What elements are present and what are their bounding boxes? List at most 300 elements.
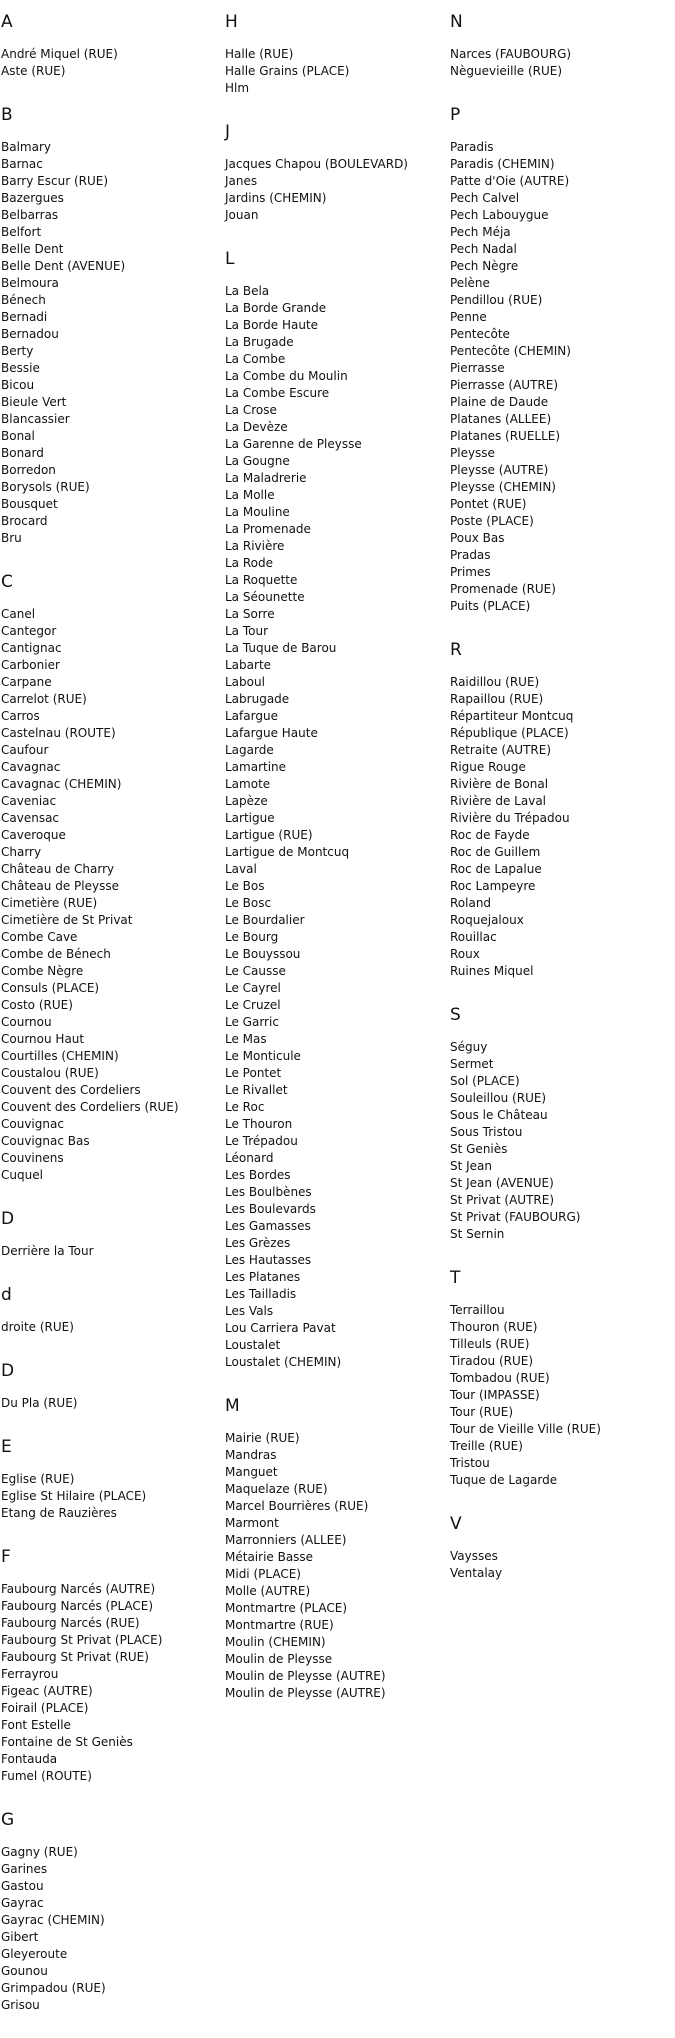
street-entry[interactable]: La Combe Escure [225, 386, 330, 400]
street-entry[interactable]: La Molle [225, 488, 275, 502]
street-entry[interactable]: La Tour [225, 624, 269, 638]
street-entry[interactable]: Cournou [1, 1015, 52, 1029]
street-entry[interactable]: Puits (PLACE) [450, 599, 531, 613]
street-entry[interactable]: Rivière de Laval [450, 794, 546, 808]
section-letter-heading: B [1, 105, 13, 125]
letter-section [1, 1546, 221, 1785]
street-entry[interactable]: Rapaillou (RUE) [450, 692, 544, 706]
street-entry[interactable]: Rivière du Trépadou [450, 811, 570, 825]
street-entry[interactable]: Courtilles (CHEMIN) [1, 1049, 119, 1063]
street-list [450, 1548, 670, 1582]
street-entry[interactable]: Couvinens [1, 1151, 64, 1165]
street-entry[interactable]: Platanes (ALLEE) [450, 412, 552, 426]
street-entry[interactable]: Maquelaze (RUE) [225, 1482, 328, 1496]
street-entry[interactable]: Jacques Chapou (BOULEVARD) [225, 157, 408, 171]
street-entry[interactable]: Rivière de Bonal [450, 777, 549, 791]
letter-section [225, 1395, 445, 1702]
street-entry[interactable]: Lapèze [225, 794, 268, 808]
street-entry[interactable]: Loustalet (CHEMIN) [225, 1355, 342, 1369]
street-entry[interactable]: Manguet [225, 1465, 278, 1479]
street-entry[interactable]: La Brugade [225, 335, 294, 349]
street-entry[interactable]: Ventalay [450, 1566, 503, 1580]
street-entry[interactable]: Pleysse (AUTRE) [450, 463, 549, 477]
section-letter-heading: M [225, 1396, 240, 1416]
street-entry[interactable]: Le Bosc [225, 896, 272, 910]
street-entry[interactable]: Etang de Rauzières [1, 1506, 117, 1520]
street-entry[interactable]: droite (RUE) [1, 1320, 74, 1334]
street-entry[interactable]: Pech Méja [450, 225, 511, 239]
street-entry[interactable]: Raidillou (RUE) [450, 675, 540, 689]
street-entry[interactable]: La Devèze [225, 420, 288, 434]
street-list [1, 1844, 221, 2014]
street-entry[interactable]: Roc de Guillem [450, 845, 541, 859]
street-entry[interactable]: Roc Lampeyre [450, 879, 536, 893]
street-entry[interactable]: Lafargue Haute [225, 726, 318, 740]
street-entry[interactable]: Le Rivallet [225, 1083, 288, 1097]
street-entry[interactable]: Gleyeroute [1, 1947, 68, 1961]
street-entry[interactable]: La Tuque de Barou [225, 641, 337, 655]
street-entry[interactable]: Lagarde [225, 743, 274, 757]
street-entry[interactable]: Primes [450, 565, 491, 579]
street-entry[interactable]: Canel [1, 607, 36, 621]
street-entry[interactable]: Combe Cave [1, 930, 78, 944]
street-entry[interactable]: Borredon [1, 463, 56, 477]
street-list [1, 1471, 221, 1522]
letter-section [225, 248, 445, 1371]
street-list [225, 46, 445, 97]
street-entry[interactable]: St Jean [450, 1159, 493, 1173]
street-entry[interactable]: Château de Pleysse [1, 879, 119, 893]
street-entry[interactable]: Treille (RUE) [450, 1439, 523, 1453]
street-entry[interactable]: Faubourg St Privat (RUE) [1, 1650, 149, 1664]
letter-section [450, 104, 670, 615]
street-entry[interactable]: Cantegor [1, 624, 57, 638]
street-list [1, 606, 221, 1184]
street-entry[interactable]: La Gougne [225, 454, 290, 468]
street-entry[interactable]: Paradis [450, 140, 494, 154]
street-entry[interactable]: Pleysse (CHEMIN) [450, 480, 556, 494]
street-entry[interactable]: Poste (PLACE) [450, 514, 534, 528]
street-entry[interactable]: Lamartine [225, 760, 287, 774]
street-entry[interactable]: Le Mas [225, 1032, 267, 1046]
street-entry[interactable]: Pech Nègre [450, 259, 519, 273]
street-entry[interactable]: Gastou [1, 1879, 44, 1893]
street-entry[interactable]: Belle Dent [1, 242, 64, 256]
street-entry[interactable]: Montmartre (RUE) [225, 1618, 334, 1632]
street-entry[interactable]: Carpane [1, 675, 52, 689]
street-entry[interactable]: Tour (IMPASSE) [450, 1388, 540, 1402]
street-entry[interactable]: Sermet [450, 1057, 494, 1071]
street-list [1, 1319, 221, 1336]
street-entry[interactable]: Blancassier [1, 412, 70, 426]
street-list [1, 1243, 221, 1260]
street-entry[interactable]: Moulin de Pleysse (AUTRE) [225, 1686, 386, 1700]
street-entry[interactable]: Du Pla (RUE) [1, 1396, 78, 1410]
street-entry[interactable]: Faubourg St Privat (PLACE) [1, 1633, 163, 1647]
street-entry[interactable]: Les Platanes [225, 1270, 301, 1284]
street-entry[interactable]: Tombadou (RUE) [450, 1371, 550, 1385]
street-entry[interactable]: Caveniac [1, 794, 57, 808]
street-entry[interactable]: La Promenade [225, 522, 311, 536]
street-entry[interactable]: Platanes (RUELLE) [450, 429, 561, 443]
street-entry[interactable]: Carrelot (RUE) [1, 692, 87, 706]
street-entry[interactable]: Garines [1, 1862, 48, 1876]
section-letter-heading: J [225, 122, 231, 142]
letter-section [450, 1267, 670, 1489]
street-entry[interactable]: Pierrasse [450, 361, 505, 375]
street-entry[interactable]: Couvignac Bas [1, 1134, 90, 1148]
street-entry[interactable]: Moulin de Pleysse [225, 1652, 333, 1666]
street-entry[interactable]: Roland [450, 896, 492, 910]
street-entry[interactable]: La Combe du Moulin [225, 369, 348, 383]
section-letter-heading: C [1, 572, 13, 592]
street-entry[interactable]: Gagny (RUE) [1, 1845, 78, 1859]
street-entry[interactable]: Répartiteur Montcuq [450, 709, 574, 723]
street-entry[interactable]: Bonal [1, 429, 35, 443]
street-entry[interactable]: Le Bourdalier [225, 913, 305, 927]
street-entry[interactable]: Marmont [225, 1516, 279, 1530]
street-entry[interactable]: Pendillou (RUE) [450, 293, 543, 307]
letter-section [1, 571, 221, 1184]
street-entry[interactable]: Cimetière (RUE) [1, 896, 98, 910]
street-entry[interactable]: Janes [225, 174, 258, 188]
street-entry[interactable]: Les Hautasses [225, 1253, 312, 1267]
street-entry[interactable]: Lartigue de Montcuq [225, 845, 350, 859]
street-entry[interactable]: Faubourg Narcés (RUE) [1, 1616, 140, 1630]
street-entry[interactable]: Séguy [450, 1040, 488, 1054]
street-entry[interactable]: Carbonier [1, 658, 60, 672]
street-entry[interactable]: Les Tailladis [225, 1287, 297, 1301]
street-entry[interactable]: La Rode [225, 556, 273, 570]
street-entry[interactable]: Bonard [1, 446, 44, 460]
street-entry[interactable]: Molle (AUTRE) [225, 1584, 311, 1598]
street-entry[interactable]: Hlm [225, 81, 250, 95]
street-entry[interactable]: Terraillou [450, 1303, 505, 1317]
street-entry[interactable]: La Crose [225, 403, 277, 417]
street-entry[interactable]: Aste (RUE) [1, 64, 66, 78]
letter-section [1, 1208, 221, 1260]
street-entry[interactable]: La Garenne de Pleysse [225, 437, 362, 451]
street-entry[interactable]: Les Grèzes [225, 1236, 291, 1250]
street-entry[interactable]: Pontet (RUE) [450, 497, 527, 511]
street-entry[interactable]: Costo (RUE) [1, 998, 73, 1012]
section-letter-heading: L [225, 249, 235, 269]
street-entry[interactable]: Bru [1, 531, 22, 545]
street-entry[interactable]: La Séounette [225, 590, 305, 604]
street-entry[interactable]: Castelnau (ROUTE) [1, 726, 116, 740]
street-column-3 [450, 11, 670, 1606]
street-entry[interactable]: Halle (RUE) [225, 47, 294, 61]
letter-section [450, 1513, 670, 1582]
street-entry[interactable]: Lafargue [225, 709, 278, 723]
street-entry[interactable]: Carros [1, 709, 40, 723]
street-entry[interactable]: Le Bourg [225, 930, 279, 944]
street-entry[interactable]: Belbarras [1, 208, 59, 222]
street-list [1, 46, 221, 80]
street-entry[interactable]: Font Estelle [1, 1718, 71, 1732]
street-list [1, 139, 221, 547]
street-entry[interactable]: Paradis (CHEMIN) [450, 157, 555, 171]
street-entry[interactable]: Montmartre (PLACE) [225, 1601, 348, 1615]
section-letter-heading: R [450, 640, 462, 660]
street-entry[interactable]: Barnac [1, 157, 43, 171]
street-entry[interactable]: Les Boulevards [225, 1202, 316, 1216]
street-entry[interactable]: Château de Charry [1, 862, 115, 876]
street-entry[interactable]: Jouan [225, 208, 259, 222]
street-entry[interactable]: Promenade (RUE) [450, 582, 556, 596]
street-entry[interactable]: Jardins (CHEMIN) [225, 191, 327, 205]
street-entry[interactable]: La Rivière [225, 539, 285, 553]
street-entry[interactable]: André Miquel (RUE) [1, 47, 118, 61]
street-entry[interactable]: Tour de Vieille Ville (RUE) [450, 1422, 601, 1436]
street-entry[interactable]: Balmary [1, 140, 51, 154]
street-entry[interactable]: Eglise St Hilaire (PLACE) [1, 1489, 147, 1503]
street-entry[interactable]: Couvent des Cordeliers [1, 1083, 141, 1097]
street-entry[interactable]: Tuque de Lagarde [450, 1473, 558, 1487]
street-entry[interactable]: Caveroque [1, 828, 66, 842]
street-entry[interactable]: Laval [225, 862, 257, 876]
street-entry[interactable]: Brocard [1, 514, 48, 528]
street-entry[interactable]: Roquejaloux [450, 913, 524, 927]
street-list [450, 46, 670, 80]
street-entry[interactable]: Les Boulbènes [225, 1185, 312, 1199]
street-entry[interactable]: Barry Escur (RUE) [1, 174, 109, 188]
street-entry[interactable]: Cavagnac (CHEMIN) [1, 777, 122, 791]
street-entry[interactable]: Couvignac [1, 1117, 64, 1131]
street-entry[interactable]: Le Bos [225, 879, 265, 893]
street-list [1, 1395, 221, 1412]
section-letter-heading: P [450, 105, 461, 125]
street-entry[interactable]: Le Cayrel [225, 981, 281, 995]
street-entry[interactable]: Roc de Lapalue [450, 862, 542, 876]
street-entry[interactable]: Les Bordes [225, 1168, 291, 1182]
street-entry[interactable]: Poux Bas [450, 531, 505, 545]
letter-section [1, 11, 221, 80]
street-entry[interactable]: Pentecôte (CHEMIN) [450, 344, 571, 358]
street-entry[interactable]: Consuls (PLACE) [1, 981, 100, 995]
street-entry[interactable]: Mairie (RUE) [225, 1431, 300, 1445]
letter-section [450, 1004, 670, 1243]
street-entry[interactable]: Bernadi [1, 310, 48, 324]
section-letter-heading: S [450, 1005, 461, 1025]
street-entry[interactable]: Roc de Fayde [450, 828, 530, 842]
street-entry[interactable]: Belle Dent (AVENUE) [1, 259, 126, 273]
street-entry[interactable]: Grimpadou (RUE) [1, 1981, 106, 1995]
street-entry[interactable]: Tour (RUE) [450, 1405, 514, 1419]
street-entry[interactable]: Le Thouron [225, 1117, 293, 1131]
street-entry[interactable]: Berty [1, 344, 34, 358]
street-entry[interactable]: Charry [1, 845, 42, 859]
street-entry[interactable]: Fontaine de St Geniès [1, 1735, 133, 1749]
street-entry[interactable]: Faubourg Narcés (AUTRE) [1, 1582, 156, 1596]
street-entry[interactable]: République (PLACE) [450, 726, 569, 740]
street-entry[interactable]: Pradas [450, 548, 491, 562]
street-list [450, 674, 670, 980]
street-entry[interactable]: Penne [450, 310, 487, 324]
section-letter-heading: D [1, 1361, 15, 1381]
street-list [1, 1581, 221, 1785]
street-entry[interactable]: La Mouline [225, 505, 290, 519]
street-entry[interactable]: Pelène [450, 276, 490, 290]
street-entry[interactable]: Rouillac [450, 930, 497, 944]
street-entry[interactable]: Cantignac [1, 641, 62, 655]
street-entry[interactable]: Tristou [450, 1456, 490, 1470]
street-entry[interactable]: La Combe [225, 352, 286, 366]
street-entry[interactable]: Bessie [1, 361, 40, 375]
street-entry[interactable]: Le Monticule [225, 1049, 301, 1063]
street-entry[interactable]: Cimetière de St Privat [1, 913, 133, 927]
street-entry[interactable]: Le Roc [225, 1100, 265, 1114]
street-entry[interactable]: Gounou [1, 1964, 48, 1978]
section-letter-heading: N [450, 12, 463, 32]
street-entry[interactable]: Patte d'Oie (AUTRE) [450, 174, 570, 188]
street-entry[interactable]: La Bela [225, 284, 270, 298]
street-entry[interactable]: Moulin de Pleysse (AUTRE) [225, 1669, 386, 1683]
street-entry[interactable]: Figeac (AUTRE) [1, 1684, 93, 1698]
street-entry[interactable]: Le Causse [225, 964, 286, 978]
street-entry[interactable]: La Sorre [225, 607, 275, 621]
letter-section [1, 104, 221, 547]
street-entry[interactable]: Bénech [1, 293, 46, 307]
street-entry[interactable]: Grisou [1, 1998, 40, 2012]
street-entry[interactable]: Le Bouyssou [225, 947, 301, 961]
street-list [450, 139, 670, 615]
section-letter-heading: d [1, 1285, 12, 1305]
street-entry[interactable]: Borysols (RUE) [1, 480, 90, 494]
street-entry[interactable]: Thouron (RUE) [450, 1320, 538, 1334]
street-entry[interactable]: La Roquette [225, 573, 298, 587]
street-entry[interactable]: Lou Carriera Pavat [225, 1321, 336, 1335]
section-letter-heading: D [1, 1209, 15, 1229]
street-entry[interactable]: La Borde Grande [225, 301, 327, 315]
street-entry[interactable]: Gayrac [1, 1896, 44, 1910]
street-entry[interactable]: Pech Labouygue [450, 208, 549, 222]
street-entry[interactable]: Narces (FAUBOURG) [450, 47, 572, 61]
street-entry[interactable]: Vaysses [450, 1549, 498, 1563]
street-entry[interactable]: Faubourg Narcés (PLACE) [1, 1599, 154, 1613]
street-entry[interactable]: Midi (PLACE) [225, 1567, 301, 1581]
street-entry[interactable]: Nèguevieille (RUE) [450, 64, 563, 78]
street-entry[interactable]: St Jean (AVENUE) [450, 1176, 554, 1190]
street-entry[interactable]: St Sernin [450, 1227, 505, 1241]
street-entry[interactable]: Sous Tristou [450, 1125, 523, 1139]
street-entry[interactable]: Retraite (AUTRE) [450, 743, 552, 757]
letter-section [450, 11, 670, 80]
street-list [225, 283, 445, 1371]
letter-section [450, 639, 670, 980]
street-entry[interactable]: Les Gamasses [225, 1219, 311, 1233]
street-entry[interactable]: Pech Nadal [450, 242, 517, 256]
street-entry[interactable]: Sol (PLACE) [450, 1074, 520, 1088]
street-entry[interactable]: Eglise (RUE) [1, 1472, 75, 1486]
street-entry[interactable]: Ferrayrou [1, 1667, 59, 1681]
section-letter-heading: H [225, 12, 238, 32]
street-entry[interactable]: Tiradou (RUE) [450, 1354, 534, 1368]
street-entry[interactable]: Bieule Vert [1, 395, 67, 409]
street-entry[interactable]: Coustalou (RUE) [1, 1066, 99, 1080]
street-entry[interactable]: Cavagnac [1, 760, 61, 774]
street-list [225, 1430, 445, 1702]
street-entry[interactable]: Cuquel [1, 1168, 43, 1182]
street-entry[interactable]: Labarte [225, 658, 272, 672]
street-entry[interactable]: Ruines Miquel [450, 964, 534, 978]
street-entry[interactable]: Bernadou [1, 327, 59, 341]
street-entry[interactable]: Plaine de Daude [450, 395, 549, 409]
street-entry[interactable]: Souleillou (RUE) [450, 1091, 547, 1105]
street-entry[interactable]: Combe de Bénech [1, 947, 111, 961]
street-entry[interactable]: Bousquet [1, 497, 58, 511]
street-entry[interactable]: Mandras [225, 1448, 277, 1462]
street-entry[interactable]: Foirail (PLACE) [1, 1701, 89, 1715]
street-entry[interactable]: Le Garric [225, 1015, 279, 1029]
street-entry[interactable]: St Privat (AUTRE) [450, 1193, 555, 1207]
street-entry[interactable]: St Geniès [450, 1142, 508, 1156]
street-entry[interactable]: Halle Grains (PLACE) [225, 64, 350, 78]
street-entry[interactable]: St Privat (FAUBOURG) [450, 1210, 581, 1224]
street-column-1 [1, 11, 221, 2038]
street-entry[interactable]: Rigue Rouge [450, 760, 526, 774]
street-entry[interactable]: Fumel (ROUTE) [1, 1769, 92, 1783]
street-entry[interactable]: Bazergues [1, 191, 64, 205]
street-entry[interactable]: Pierrasse (AUTRE) [450, 378, 559, 392]
street-entry[interactable]: Couvent des Cordeliers (RUE) [1, 1100, 179, 1114]
street-entry[interactable]: Lartigue [225, 811, 275, 825]
street-entry[interactable]: Laboul [225, 675, 265, 689]
street-entry[interactable]: Derrière la Tour [1, 1244, 94, 1258]
letter-section [225, 121, 445, 224]
street-entry[interactable]: Gibert [1, 1930, 39, 1944]
street-entry[interactable]: La Borde Haute [225, 318, 319, 332]
street-entry[interactable]: Lamote [225, 777, 271, 791]
street-entry[interactable]: Cournou Haut [1, 1032, 85, 1046]
street-entry[interactable]: Labrugade [225, 692, 290, 706]
street-entry[interactable]: Roux [450, 947, 480, 961]
street-entry[interactable]: Le Cruzel [225, 998, 281, 1012]
letter-section [1, 1360, 221, 1412]
street-entry[interactable]: Marronniers (ALLEE) [225, 1533, 347, 1547]
street-entry[interactable]: Loustalet [225, 1338, 281, 1352]
street-entry[interactable]: Moulin (CHEMIN) [225, 1635, 326, 1649]
section-letter-heading: A [1, 12, 13, 32]
street-entry[interactable]: Pech Calvel [450, 191, 520, 205]
section-letter-heading: F [1, 1547, 11, 1567]
street-entry[interactable]: Métairie Basse [225, 1550, 314, 1564]
street-list [450, 1039, 670, 1243]
street-entry[interactable]: Le Trépadou [225, 1134, 298, 1148]
street-entry[interactable]: Belmoura [1, 276, 59, 290]
street-entry[interactable]: Caufour [1, 743, 49, 757]
street-entry[interactable]: Marcel Bourrières (RUE) [225, 1499, 369, 1513]
letter-section [1, 1436, 221, 1522]
street-entry[interactable]: Le Pontet [225, 1066, 282, 1080]
street-entry[interactable]: Belfort [1, 225, 42, 239]
street-entry[interactable]: Pentecôte [450, 327, 510, 341]
street-list [225, 156, 445, 224]
street-entry[interactable]: Combe Nègre [1, 964, 84, 978]
street-entry[interactable]: Tilleuls (RUE) [450, 1337, 530, 1351]
street-entry[interactable]: Pleysse [450, 446, 495, 460]
street-entry[interactable]: Sous le Château [450, 1108, 548, 1122]
street-entry[interactable]: La Maladrerie [225, 471, 307, 485]
street-entry[interactable]: Cavensac [1, 811, 60, 825]
street-list [450, 1302, 670, 1489]
street-entry[interactable]: Léonard [225, 1151, 274, 1165]
street-entry[interactable]: Bicou [1, 378, 35, 392]
street-entry[interactable]: Gayrac (CHEMIN) [1, 1913, 105, 1927]
street-entry[interactable]: Fontauda [1, 1752, 58, 1766]
street-entry[interactable]: Lartigue (RUE) [225, 828, 313, 842]
street-entry[interactable]: Les Vals [225, 1304, 274, 1318]
